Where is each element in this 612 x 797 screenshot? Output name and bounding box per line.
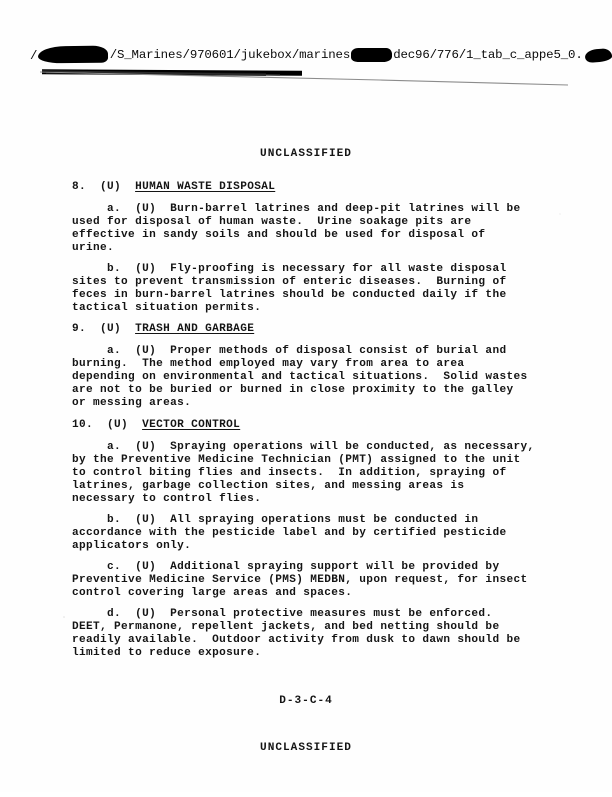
redaction-block-2 [351, 48, 392, 62]
section-8-title: HUMAN WASTE DISPOSAL [135, 181, 276, 193]
paragraph-8a-line-4: urine. [72, 242, 115, 254]
paragraph-10d-line-4: limited to reduce exposure. [72, 647, 262, 659]
paragraph-8b-line-1: b. (U) Fly-proofing is necessary for all waste disposal [72, 263, 507, 275]
paragraph-10a-line-2: by the Preventive Medicine Technician (PMT) assigned to the unit [72, 454, 521, 466]
classification-footer: UNCLASSIFIED [260, 742, 352, 754]
paragraph-9a-line-5: or messing areas. [72, 397, 192, 409]
paragraph-8a-line-1: a. (U) Burn-barrel latrines and deep-pit latrines will be [72, 203, 521, 215]
paragraph-10c-line-2: Preventive Medicine Service (PMS) MEDBN, upon request, for insect [72, 574, 528, 586]
paragraph-8b-line-4: tactical situation permits. [72, 302, 262, 314]
section-heading-10 [0, 419, 612, 432]
scan-edge-bar-secondary [46, 71, 266, 76]
paragraph-8b-line-3: feces in burn-barrel latrines should be conducted daily if the [72, 289, 507, 301]
paragraph-8b-line-2: sites to prevent transmission of enteric diseases. Burning of [72, 276, 507, 288]
paragraph-9a-line-4: are not to be buried or burned in close proximity to the galley [72, 384, 514, 396]
redaction-blob-3 [584, 47, 612, 62]
paragraph-10d-line-2: DEET, Permanone, repellent jackets, and bed netting should be [72, 621, 500, 633]
section-9-prefix: 9. (U) [72, 323, 136, 335]
paragraph-10c-line-1: c. (U) Additional spraying support will be provided by [72, 561, 500, 573]
paragraph-10d-line-3: readily available. Outdoor activity from dusk to dawn should be [72, 634, 521, 646]
section-heading-9 [0, 323, 612, 336]
paragraph-10b-line-3: applicators only. [72, 540, 192, 552]
paragraph-10a-line-1: a. (U) Spraying operations will be conducted, as necessary, [72, 441, 535, 453]
paragraph-8a-line-3: effective in sandy soils and should be used for disposal of [72, 229, 486, 241]
paragraph-9a-line-2: burning. The method employed may vary from area to area [72, 358, 465, 370]
path-segment-1: /S_Marines/970601/jukebox/marines [109, 48, 351, 62]
paragraph-9a-line-1: a. (U) Proper methods of disposal consist of burial and [72, 345, 507, 357]
section-heading-8 [0, 181, 612, 194]
section-8-prefix: 8. (U) [72, 181, 136, 193]
paragraph-10a-line-3: to control biting flies and insects. In addition, spraying of [72, 467, 507, 479]
paragraph-9a-line-3: depending on environmental and tactical situations. Solid wastes [72, 371, 528, 383]
paragraph-8a-line-2: used for disposal of human waste. Urine soakage pits are [72, 216, 472, 228]
redaction-block-1 [38, 45, 109, 63]
paragraph-10b-line-2: accordance with the pesticide label and by certified pesticide [72, 527, 507, 539]
section-10-title: VECTOR CONTROL [142, 419, 241, 431]
classification-header: UNCLASSIFIED [260, 148, 352, 160]
path-segment-2: dec96/776/1_tab_c_appe5_0. [393, 48, 583, 62]
paragraph-10b-line-1: b. (U) All spraying operations must be conducted in [72, 514, 479, 526]
paragraph-10c-line-3: control covering large areas and spaces. [72, 587, 353, 599]
paragraph-10a-line-4: latrines, garbage collection sites, and messing areas is [72, 480, 465, 492]
path-leading-slash: / [30, 49, 38, 63]
paragraph-10d-line-1: d. (U) Personal protective measures must be enforced. [72, 608, 493, 620]
section-10-prefix: 10. (U) [72, 419, 143, 431]
redacted-file-path [0, 44, 612, 66]
page-number: D-3-C-4 [279, 695, 333, 707]
paragraph-10a-line-5: necessary to control flies. [72, 493, 262, 505]
section-9-title: TRASH AND GARBAGE [135, 323, 255, 335]
